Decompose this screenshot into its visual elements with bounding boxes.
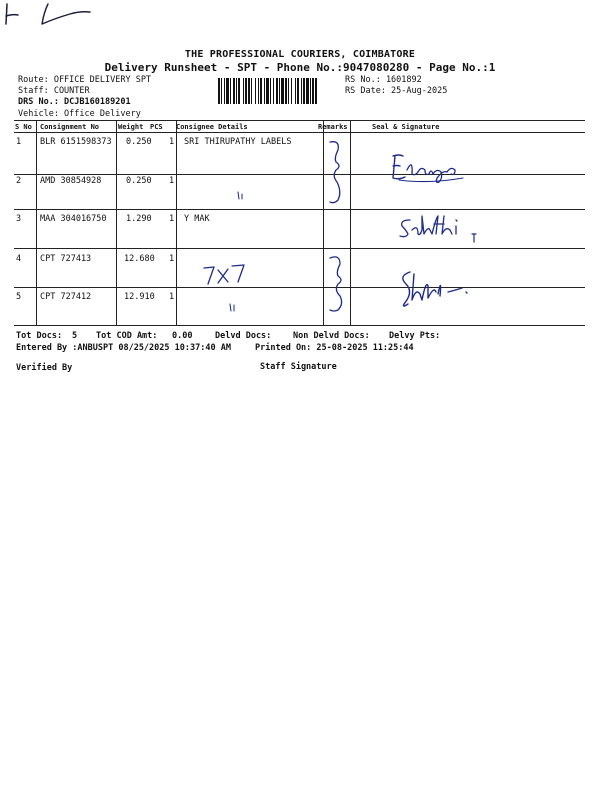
row-1-sno: 1 bbox=[16, 137, 22, 147]
staff-signature-label: Staff Signature bbox=[260, 362, 337, 372]
row-1-consignment: BLR 6151598373 bbox=[40, 137, 112, 147]
company-title: THE PROFESSIONAL COURIERS, COIMBATORE bbox=[184, 49, 416, 60]
row-5-sno: 5 bbox=[16, 292, 22, 302]
row-5-pcs: 1 bbox=[169, 292, 175, 302]
drs-number: DRS No.: DCJB160189201 bbox=[18, 97, 131, 107]
col-header-pcs: PCS bbox=[150, 123, 163, 131]
vehicle-label: Vehicle: Office Delivery bbox=[18, 109, 141, 119]
row-4-weight: 12.680 bbox=[124, 254, 155, 264]
delvy-pts-label: Delvy Pts: bbox=[389, 331, 441, 341]
signature-row-5 bbox=[398, 266, 478, 314]
handwritten-note-7x7 bbox=[200, 262, 252, 288]
route-label: Route: OFFICE DELIVERY SPT bbox=[18, 75, 152, 85]
non-delvd-docs-label: Non Delvd Docs: bbox=[293, 331, 370, 341]
col-header-remarks: Remarks bbox=[318, 123, 348, 131]
staff-label: Staff: COUNTER bbox=[18, 86, 90, 96]
row-5-weight: 12.910 bbox=[124, 292, 155, 302]
tot-cod-value: 0.00 bbox=[172, 331, 193, 341]
runsheet-subtitle: Delivery Runsheet - SPT - Phone No.:9047080280 - Page No.:1 bbox=[104, 61, 496, 74]
col-header-consignment: Consignment No bbox=[40, 123, 100, 131]
barcode bbox=[218, 78, 342, 104]
row-1-pcs: 1 bbox=[169, 137, 175, 147]
verified-signature-mark bbox=[0, 0, 26, 28]
row-2-pcs: 1 bbox=[169, 176, 175, 186]
remarks-brace-mark bbox=[324, 136, 354, 210]
tot-docs-label: Tot Docs: bbox=[16, 331, 63, 341]
printed-on: Printed On: 25-08-2025 11:25:44 bbox=[255, 343, 414, 353]
row-4-pcs: 1 bbox=[169, 254, 175, 264]
tot-cod-label: Tot COD Amt: bbox=[96, 331, 158, 341]
remarks-brace-mark-2 bbox=[326, 252, 356, 316]
ink-tick-mark-2 bbox=[228, 302, 238, 314]
rs-number: RS No.: 1601892 bbox=[345, 75, 422, 85]
ink-tick-mark bbox=[236, 190, 246, 202]
rs-date: RS Date: 25-Aug-2025 bbox=[345, 86, 448, 96]
delvd-docs-label: Delvd Docs: bbox=[215, 331, 272, 341]
row-1-consignee: SRI THIRUPATHY LABELS bbox=[184, 137, 292, 147]
col-header-weight: Weight bbox=[118, 123, 144, 131]
staff-signature-mark bbox=[36, 2, 96, 28]
signature-sakthi bbox=[396, 212, 492, 252]
entered-by: Entered By :ANBUSPT 08/25/2025 10:37:40 AM bbox=[16, 343, 231, 353]
verified-by-label: Verified By bbox=[16, 363, 73, 373]
col-header-sno: S No bbox=[15, 123, 32, 131]
row-2-sno: 2 bbox=[16, 176, 22, 186]
tot-docs-value: 5 bbox=[72, 331, 78, 341]
row-5-consignment: CPT 727412 bbox=[40, 292, 92, 302]
row-3-sno: 3 bbox=[16, 214, 22, 224]
col-header-seal: Seal & Signature bbox=[372, 123, 440, 131]
row-3-consignment: MAA 304016750 bbox=[40, 214, 107, 224]
row-4-sno: 4 bbox=[16, 254, 22, 264]
col-header-consignee: Consignee Details bbox=[176, 123, 248, 131]
row-3-consignee: Y MAK bbox=[184, 214, 210, 224]
row-4-consignment: CPT 727413 bbox=[40, 254, 92, 264]
signature-elango bbox=[385, 150, 475, 186]
row-3-pcs: 1 bbox=[169, 214, 175, 224]
row-2-weight: 0.250 bbox=[126, 176, 152, 186]
row-1-weight: 0.250 bbox=[126, 137, 152, 147]
row-2-consignment: AMD 30854928 bbox=[40, 176, 102, 186]
row-3-weight: 1.290 bbox=[126, 214, 152, 224]
